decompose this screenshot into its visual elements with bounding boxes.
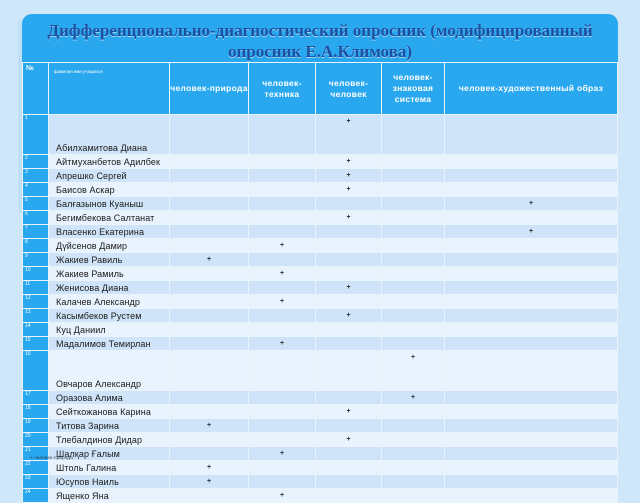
cell-human (316, 197, 382, 211)
table-row (23, 391, 618, 405)
cell-sign-system (382, 405, 445, 419)
cell-artistic-image (445, 169, 618, 183)
column-header-fullname: фамилия имя учащихся (49, 63, 170, 115)
column-header-human: человек-человек (316, 63, 382, 115)
cell-nature (170, 295, 249, 309)
cell-technics (249, 169, 316, 183)
table-row (23, 211, 618, 225)
student-name: Ященко Яна (49, 489, 170, 503)
student-name: Жакиев Рамиль (49, 267, 170, 281)
table-header-row (23, 63, 618, 115)
cell-human (316, 489, 382, 503)
cell-technics (249, 281, 316, 295)
row-number: 18 (23, 405, 49, 419)
row-number: 13 (23, 309, 49, 323)
cell-human (316, 461, 382, 475)
row-number: 4 (23, 183, 49, 197)
cell-sign-system (382, 239, 445, 253)
cell-technics: + (249, 239, 316, 253)
cell-artistic-image (445, 239, 618, 253)
cell-sign-system (382, 211, 445, 225)
page-title: Дифференционально-диагностический опросник (модифицированный опросник Е.А.Климова) (47, 21, 593, 61)
row-number: 15 (23, 337, 49, 351)
cell-human: + (316, 405, 382, 419)
cell-human: + (316, 281, 382, 295)
cell-technics: + (249, 447, 316, 461)
table-header (23, 63, 618, 115)
cell-artistic-image: + (445, 197, 618, 211)
cell-artistic-image: + (445, 225, 618, 239)
column-header-technics: человек-техника (249, 63, 316, 115)
cell-human: + (316, 433, 382, 447)
column-header-sign-system: человек-знаковая система (382, 63, 445, 115)
row-number: 6 (23, 211, 49, 225)
cell-nature (170, 267, 249, 281)
row-number: 10 (23, 267, 49, 281)
student-name: Шалқар Ғалым (49, 447, 170, 461)
row-number: 11 (23, 281, 49, 295)
table-row (23, 115, 618, 155)
cell-sign-system (382, 309, 445, 323)
row-number: 14 (23, 323, 49, 337)
student-name: Калачев Александр (49, 295, 170, 309)
table-row (23, 295, 618, 309)
cell-human (316, 475, 382, 489)
cell-technics (249, 211, 316, 225)
cell-nature (170, 155, 249, 169)
cell-artistic-image (445, 391, 618, 405)
cell-artistic-image (445, 295, 618, 309)
table-row (23, 197, 618, 211)
cell-technics (249, 197, 316, 211)
cell-human: + (316, 155, 382, 169)
cell-nature (170, 405, 249, 419)
row-number: 12 (23, 295, 49, 309)
column-header-number: № (23, 63, 49, 115)
student-name: Баисов Аскар (49, 183, 170, 197)
cell-artistic-image (445, 489, 618, 503)
student-name: Абилхамитова Диана (49, 115, 170, 155)
cell-nature (170, 323, 249, 337)
table-body (23, 115, 618, 503)
student-name: Титова Зарина (49, 419, 170, 433)
cell-artistic-image (445, 253, 618, 267)
cell-artistic-image (445, 461, 618, 475)
cell-sign-system (382, 267, 445, 281)
table-row (23, 155, 618, 169)
cell-technics: + (249, 337, 316, 351)
cell-sign-system (382, 197, 445, 211)
cell-technics (249, 155, 316, 169)
table-row (23, 461, 618, 475)
cell-artistic-image (445, 351, 618, 391)
student-name: Женисова Диана (49, 281, 170, 295)
row-number: 17 (23, 391, 49, 405)
student-name: Касымбеков Рустем (49, 309, 170, 323)
cell-technics (249, 391, 316, 405)
table-row (23, 323, 618, 337)
cell-technics (249, 475, 316, 489)
cell-nature (170, 169, 249, 183)
cell-technics (249, 183, 316, 197)
cell-human (316, 253, 382, 267)
student-name: Айтмуханбетов Адилбек (49, 155, 170, 169)
cell-technics (249, 115, 316, 155)
student-name: Апрешко Сергей (49, 169, 170, 183)
table-row (23, 433, 618, 447)
cell-human: + (316, 183, 382, 197)
cell-technics (249, 419, 316, 433)
cell-human (316, 337, 382, 351)
cell-nature: + (170, 461, 249, 475)
cell-nature (170, 281, 249, 295)
cell-technics (249, 253, 316, 267)
cell-artistic-image (445, 281, 618, 295)
legend-text: + человек-природа (30, 455, 73, 460)
cell-nature (170, 351, 249, 391)
cell-sign-system (382, 183, 445, 197)
row-number: 9 (23, 253, 49, 267)
cell-human: + (316, 115, 382, 155)
cell-artistic-image (445, 309, 618, 323)
cell-nature (170, 211, 249, 225)
cell-sign-system (382, 115, 445, 155)
row-number: 24 (23, 489, 49, 503)
cell-sign-system (382, 281, 445, 295)
row-number: 22 (23, 461, 49, 475)
student-name: Сейткожанова Карина (49, 405, 170, 419)
student-name: Бегимбекова Салтанат (49, 211, 170, 225)
cell-artistic-image (445, 267, 618, 281)
cell-technics (249, 405, 316, 419)
cell-human (316, 295, 382, 309)
cell-human (316, 239, 382, 253)
results-table (22, 62, 618, 503)
cell-human (316, 267, 382, 281)
table-row (23, 489, 618, 503)
cell-sign-system (382, 225, 445, 239)
student-name: Оразова Алима (49, 391, 170, 405)
table-row (23, 239, 618, 253)
cell-sign-system: + (382, 391, 445, 405)
cell-sign-system (382, 295, 445, 309)
cell-sign-system: + (382, 351, 445, 391)
cell-human: + (316, 309, 382, 323)
cell-nature (170, 197, 249, 211)
cell-artistic-image (445, 433, 618, 447)
cell-sign-system (382, 433, 445, 447)
row-number: 5 (23, 197, 49, 211)
cell-human (316, 447, 382, 461)
cell-nature (170, 447, 249, 461)
cell-nature (170, 225, 249, 239)
row-number: 1 (23, 115, 49, 155)
student-name: Овчаров Александр (49, 351, 170, 391)
student-name: Жакиев Равиль (49, 253, 170, 267)
cell-technics (249, 309, 316, 323)
column-header-artistic-image: человек-художественный образ (445, 63, 618, 115)
row-number: 3 (23, 169, 49, 183)
cell-sign-system (382, 253, 445, 267)
cell-nature: + (170, 419, 249, 433)
cell-nature: + (170, 475, 249, 489)
row-number: 19 (23, 419, 49, 433)
cell-artistic-image (445, 475, 618, 489)
cell-nature (170, 337, 249, 351)
column-header-nature: человек-природа (170, 63, 249, 115)
cell-technics (249, 351, 316, 391)
cell-technics (249, 433, 316, 447)
table-row (23, 309, 618, 323)
cell-technics: + (249, 267, 316, 281)
student-name: Мадалимов Темирлан (49, 337, 170, 351)
cell-nature (170, 309, 249, 323)
row-number: 23 (23, 475, 49, 489)
cell-human (316, 391, 382, 405)
cell-human: + (316, 169, 382, 183)
table-row (23, 475, 618, 489)
cell-artistic-image (445, 419, 618, 433)
student-name: Дүйсенов Дамир (49, 239, 170, 253)
table-row (23, 447, 618, 461)
cell-sign-system (382, 447, 445, 461)
table-row (23, 267, 618, 281)
cell-sign-system (382, 155, 445, 169)
row-number: 21 (23, 447, 49, 461)
cell-sign-system (382, 419, 445, 433)
student-name: Тлебалдинов Дидар (49, 433, 170, 447)
cell-human (316, 351, 382, 391)
cell-nature (170, 239, 249, 253)
cell-sign-system (382, 337, 445, 351)
row-number: 8 (23, 239, 49, 253)
cell-artistic-image (445, 211, 618, 225)
cell-technics (249, 225, 316, 239)
table-row (23, 225, 618, 239)
cell-technics (249, 323, 316, 337)
cell-nature (170, 391, 249, 405)
cell-nature (170, 433, 249, 447)
student-name: Власенко Екатерина (49, 225, 170, 239)
cell-nature (170, 183, 249, 197)
row-number: 2 (23, 155, 49, 169)
cell-human: + (316, 211, 382, 225)
cell-technics: + (249, 295, 316, 309)
table-row (23, 253, 618, 267)
cell-artistic-image (445, 115, 618, 155)
row-number: 7 (23, 225, 49, 239)
cell-nature: + (170, 253, 249, 267)
cell-artistic-image (445, 405, 618, 419)
cell-human (316, 225, 382, 239)
table-row (23, 351, 618, 391)
cell-nature (170, 115, 249, 155)
cell-sign-system (382, 169, 445, 183)
table-row (23, 405, 618, 419)
cell-artistic-image (445, 337, 618, 351)
cell-sign-system (382, 489, 445, 503)
cell-nature (170, 489, 249, 503)
cell-sign-system (382, 475, 445, 489)
table-row (23, 183, 618, 197)
cell-technics (249, 461, 316, 475)
row-number: 16 (23, 351, 49, 391)
table-row (23, 169, 618, 183)
student-name: Куц Даниил (49, 323, 170, 337)
cell-technics: + (249, 489, 316, 503)
cell-artistic-image (445, 447, 618, 461)
cell-artistic-image (445, 323, 618, 337)
row-number: 20 (23, 433, 49, 447)
cell-sign-system (382, 323, 445, 337)
cell-human (316, 323, 382, 337)
student-name: Штоль Галина (49, 461, 170, 475)
table-row (23, 281, 618, 295)
table-row (23, 419, 618, 433)
legend (30, 455, 73, 460)
cell-artistic-image (445, 183, 618, 197)
cell-human (316, 419, 382, 433)
table-row (23, 337, 618, 351)
student-name: Балғазынов Куаныш (49, 197, 170, 211)
cell-sign-system (382, 461, 445, 475)
cell-artistic-image (445, 155, 618, 169)
student-name: Юсупов Наиль (49, 475, 170, 489)
